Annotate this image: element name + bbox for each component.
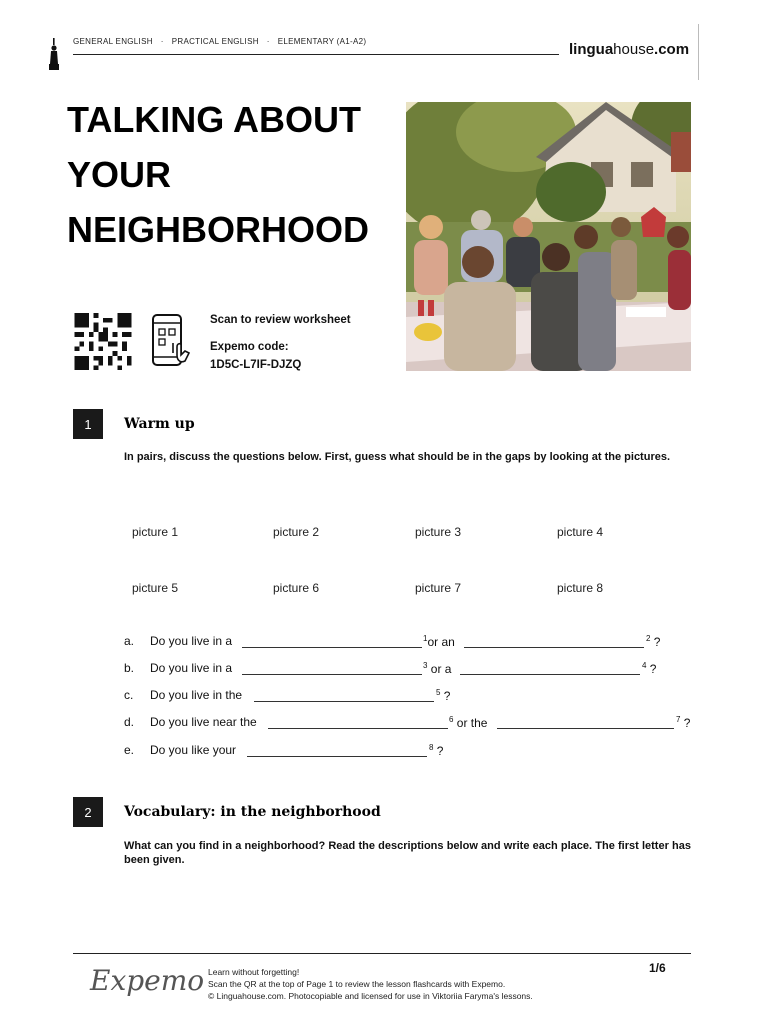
- question-end: ?: [649, 662, 657, 676]
- question-text: Do you live near the: [150, 715, 257, 729]
- section-2-instruction: What can you find in a neighborhood? Read the descriptions below and write each place. The first letter has been given.: [124, 840, 691, 866]
- statue-of-liberty-icon: [47, 38, 61, 70]
- gap-number: 7: [676, 715, 681, 724]
- question-letter: e.: [124, 743, 135, 757]
- question-text: Do you live in a: [150, 634, 233, 648]
- picture-label-3: picture 3: [415, 525, 462, 539]
- answer-gap-8[interactable]: [247, 756, 427, 757]
- footer-line-1: Learn without forgetting!: [208, 967, 300, 977]
- answer-gap-1[interactable]: [242, 647, 422, 648]
- neighborhood-party-photo: [406, 102, 691, 371]
- separator: ·: [160, 37, 164, 46]
- section-1-number: 1: [73, 409, 103, 439]
- question-letter: b.: [124, 661, 135, 675]
- question-letter: c.: [124, 688, 134, 702]
- expemo-code-label: Expemo code:: [210, 341, 289, 353]
- question-end: ?: [683, 716, 691, 730]
- question-e: [124, 743, 704, 759]
- separator: ·: [266, 37, 270, 46]
- gap-number: 8: [429, 743, 434, 752]
- question-end: ?: [653, 635, 661, 649]
- gap-number: 6: [449, 715, 454, 724]
- section-1-title: Warm up: [124, 416, 195, 432]
- answer-gap-4[interactable]: [460, 674, 640, 675]
- phone-scan-icon: [151, 313, 191, 371]
- picture-label-5: picture 5: [132, 581, 179, 595]
- header-vertical-rule: [698, 24, 699, 80]
- answer-gap-5[interactable]: [254, 701, 434, 702]
- picture-label-2: picture 2: [273, 525, 320, 539]
- brand-tld: .com: [654, 41, 690, 58]
- title-line-3: NEIGHBORHOOD: [67, 209, 370, 250]
- expemo-logo[interactable]: Expemo: [90, 964, 205, 997]
- page-number: 1/6: [649, 961, 666, 975]
- footer-divider: [73, 953, 691, 954]
- section-2-title: Vocabulary: in the neighborhood: [124, 804, 381, 820]
- gap-number: 4: [642, 661, 647, 670]
- category-level[interactable]: ELEMENTARY (A1-A2): [277, 37, 367, 46]
- picture-label-8: picture 8: [557, 581, 604, 595]
- picture-label-7: picture 7: [415, 581, 462, 595]
- picture-label-1: picture 1: [132, 525, 179, 539]
- scan-panel: [210, 313, 351, 372]
- gap-number: 1: [423, 634, 428, 643]
- header-categories: [73, 37, 366, 46]
- category-general-english[interactable]: GENERAL ENGLISH: [73, 37, 153, 46]
- question-text: Do you like your: [150, 743, 237, 757]
- section-2-number: 2: [73, 797, 103, 827]
- header-divider: [73, 54, 559, 55]
- question-text: or the: [456, 716, 488, 730]
- question-c: [124, 688, 704, 704]
- picture-label-6: picture 6: [273, 581, 320, 595]
- question-text: Do you live in the: [150, 688, 243, 702]
- brand-bold: lingua: [569, 41, 614, 58]
- question-end: ?: [443, 689, 451, 703]
- answer-gap-7[interactable]: [497, 728, 674, 729]
- gap-number: 2: [646, 634, 651, 643]
- question-d: [124, 715, 704, 731]
- category-practical-english[interactable]: PRACTICAL ENGLISH: [171, 37, 259, 46]
- answer-gap-6[interactable]: [268, 728, 448, 729]
- section-1-instruction: In pairs, discuss the questions below. First, guess what should be in the gaps by looking at the pictures.: [124, 451, 671, 463]
- page-title: [67, 92, 397, 257]
- qr-code-icon[interactable]: [73, 313, 133, 370]
- question-end: ?: [436, 744, 444, 758]
- title-line-2: YOUR: [67, 154, 172, 195]
- question-text: Do you live in a: [150, 661, 233, 675]
- footer-line-3: © Linguahouse.com. Photocopiable and licensed for use in Viktoriia Faryma's lessons.: [208, 991, 533, 1001]
- gap-number: 5: [436, 688, 441, 697]
- answer-gap-2[interactable]: [464, 647, 644, 648]
- question-a: [124, 634, 704, 650]
- brand-rest: house: [613, 41, 655, 58]
- picture-label-4: picture 4: [557, 525, 604, 539]
- title-line-1: TALKING ABOUT: [67, 99, 361, 140]
- question-b: [124, 661, 704, 677]
- question-letter: d.: [124, 715, 135, 729]
- scan-label: Scan to review worksheet: [210, 314, 351, 326]
- expemo-code[interactable]: 1D5C-L7IF-DJZQ: [210, 359, 302, 371]
- footer-text: [208, 966, 628, 1002]
- answer-gap-3[interactable]: [242, 674, 422, 675]
- brand-logo[interactable]: [569, 41, 689, 58]
- gap-number: 3: [423, 661, 428, 670]
- question-letter: a.: [124, 634, 135, 648]
- footer-line-2: Scan the QR at the top of Page 1 to review the lesson flashcards with Expemo.: [208, 979, 506, 989]
- question-text: or a: [430, 662, 452, 676]
- question-text: or an: [427, 635, 455, 649]
